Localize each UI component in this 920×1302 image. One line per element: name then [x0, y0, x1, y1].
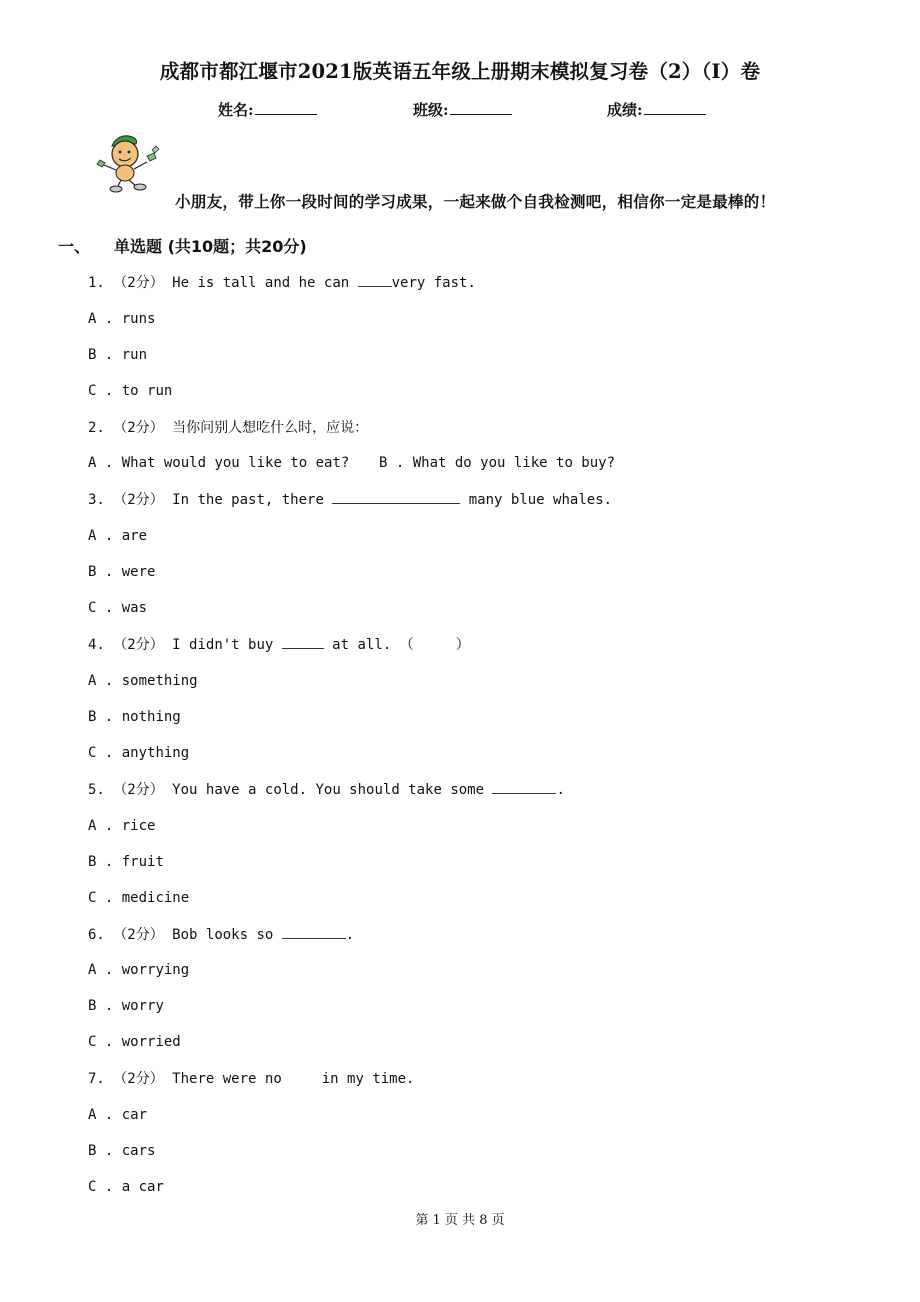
page-title: 成都市都江堰市2021版英语五年级上册期末模拟复习卷（2）（I）卷: [159, 60, 761, 83]
option-text: cars: [121, 1143, 156, 1159]
answer-blank[interactable]: [492, 781, 556, 794]
option-text: worry: [121, 998, 164, 1014]
option-4-a[interactable]: [88, 673, 198, 689]
question-7: [88, 1068, 414, 1088]
option-text: fruit: [121, 854, 164, 870]
question-text-after: very fast.: [391, 275, 476, 291]
question-points: （2分）: [113, 782, 164, 798]
option-letter: B .: [88, 854, 114, 870]
option-4-c[interactable]: [88, 745, 189, 761]
question-number: 7.: [88, 1071, 105, 1087]
option-2-a[interactable]: [88, 455, 349, 471]
option-letter: A .: [88, 1107, 114, 1123]
option-text: rice: [121, 818, 156, 834]
option-text: were: [121, 564, 156, 580]
option-text: run: [121, 347, 148, 363]
question-number: 1.: [88, 275, 105, 291]
option-1-b[interactable]: [88, 347, 147, 363]
question-text-after: in my time.: [321, 1071, 415, 1087]
answer-blank[interactable]: [358, 274, 392, 287]
question-number: 3.: [88, 492, 105, 508]
question-3: [88, 489, 612, 509]
option-letter: B .: [88, 347, 114, 363]
question-text: 当你问别人想吃什么时，应说：: [172, 420, 369, 436]
option-text: are: [121, 528, 148, 544]
question-number: 2.: [88, 420, 105, 436]
question-number: 5.: [88, 782, 105, 798]
option-3-b[interactable]: [88, 564, 155, 580]
option-text: something: [121, 673, 198, 689]
question-5: [88, 779, 565, 799]
option-letter: C .: [88, 1034, 114, 1050]
question-points: （2分）: [113, 1071, 164, 1087]
option-text: car: [121, 1107, 148, 1123]
question-text-after: at all. （ ）: [323, 637, 470, 653]
option-text: was: [121, 600, 148, 616]
answer-blank[interactable]: [282, 926, 346, 939]
question-text-after: .: [556, 782, 565, 798]
option-7-a[interactable]: [88, 1107, 147, 1123]
option-letter: C .: [88, 1179, 114, 1195]
option-letter: B .: [88, 709, 114, 725]
option-text: nothing: [121, 709, 181, 725]
question-points: （2分）: [113, 275, 164, 291]
question-text: In the past, there: [172, 492, 333, 508]
option-1-c[interactable]: [88, 383, 172, 399]
question-1: [88, 272, 476, 292]
question-text: He is tall and he can: [172, 275, 358, 291]
option-letter: B .: [88, 998, 114, 1014]
name-label: 姓名:: [218, 101, 254, 119]
option-text: runs: [121, 311, 156, 327]
class-label: 班级:: [413, 101, 449, 119]
cartoon-boy-mascot-icon: [92, 132, 168, 194]
option-5-b[interactable]: [88, 854, 164, 870]
option-letter: A .: [88, 962, 114, 978]
question-points: （2分）: [113, 420, 164, 436]
name-field: [218, 99, 317, 120]
option-text: medicine: [121, 890, 190, 906]
student-info-row: [0, 99, 920, 123]
option-text: to run: [121, 383, 173, 399]
option-5-a[interactable]: [88, 818, 155, 834]
encouragement-text: 小朋友，带上你一段时间的学习成果，一起来做个自我检测吧，相信你一定是最棒的！: [175, 193, 776, 211]
option-text: worried: [121, 1034, 181, 1050]
option-text: a car: [121, 1179, 164, 1195]
option-letter: A .: [88, 311, 114, 327]
option-3-a[interactable]: [88, 528, 147, 544]
option-3-c[interactable]: [88, 600, 147, 616]
option-letter: B .: [88, 1143, 114, 1159]
option-letter: A .: [88, 455, 114, 471]
option-6-c[interactable]: [88, 1034, 181, 1050]
score-field: [607, 99, 706, 120]
class-field: [413, 99, 512, 120]
option-text: anything: [121, 745, 190, 761]
option-letter: C .: [88, 383, 114, 399]
question-text: You have a cold. You should take some: [172, 782, 493, 798]
question-6: [88, 924, 354, 944]
question-text: There were no: [172, 1071, 282, 1087]
question-number: 4.: [88, 637, 105, 653]
option-text: What do you like to buy?: [412, 455, 616, 471]
option-2-b[interactable]: [379, 455, 615, 471]
question-points: （2分）: [113, 637, 164, 653]
section-heading: [58, 234, 307, 257]
question-points: （2分）: [113, 492, 164, 508]
option-7-c[interactable]: [88, 1179, 164, 1195]
option-letter: A .: [88, 673, 114, 689]
option-text: What would you like to eat?: [121, 455, 350, 471]
question-text-after: .: [345, 927, 355, 943]
page-footer: 第 1 页 共 8 页: [415, 1213, 505, 1228]
option-letter: C .: [88, 600, 114, 616]
option-1-a[interactable]: [88, 311, 155, 327]
option-letter: A .: [88, 818, 114, 834]
question-4: [88, 634, 470, 654]
score-label: 成绩:: [607, 101, 643, 119]
question-text: Bob looks so: [172, 927, 282, 943]
score-blank[interactable]: [644, 100, 706, 115]
question-2: [88, 417, 368, 437]
option-letter: B .: [88, 564, 114, 580]
option-letter: C .: [88, 890, 114, 906]
name-blank[interactable]: [255, 100, 317, 115]
option-4-b[interactable]: [88, 709, 181, 725]
option-letter: B .: [379, 455, 405, 471]
section-title: 单选题 (共10题；共20分): [114, 237, 307, 256]
section-number: 一、: [58, 237, 91, 256]
option-6-a[interactable]: [88, 962, 189, 978]
option-letter: A .: [88, 528, 114, 544]
option-text: worrying: [121, 962, 190, 978]
question-text-after: many blue whales.: [460, 492, 613, 508]
question-number: 6.: [88, 927, 105, 943]
answer-blank[interactable]: [332, 491, 460, 504]
option-5-c[interactable]: [88, 890, 189, 906]
question-points: （2分）: [113, 927, 164, 943]
question-text: I didn't buy: [172, 637, 282, 653]
option-letter: C .: [88, 745, 114, 761]
class-blank[interactable]: [450, 100, 512, 115]
option-7-b[interactable]: [88, 1143, 155, 1159]
answer-blank[interactable]: [282, 636, 324, 649]
option-6-b[interactable]: [88, 998, 164, 1014]
